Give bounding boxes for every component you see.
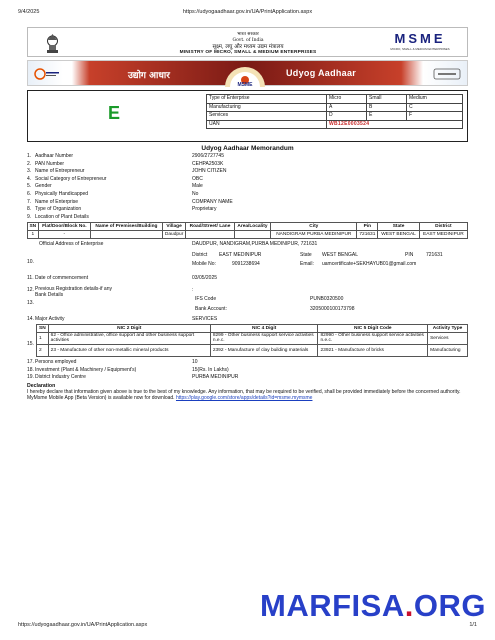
digital-india-icon (34, 67, 60, 81)
field-number: 3. (27, 168, 32, 175)
nic-table (36, 324, 468, 357)
uan-value (327, 120, 463, 129)
table-cell: - (38, 231, 90, 239)
table-cell: Medium (407, 95, 463, 104)
column-header: State (378, 223, 419, 231)
field-row (27, 176, 468, 184)
column-header: NIC 5 Digit Code (318, 324, 428, 332)
print-date: 9/4/2025 (18, 9, 40, 15)
field-value: Male (192, 183, 203, 190)
field-number: 6. (27, 190, 32, 197)
district-value: EAST MEDINIPUR (219, 252, 262, 259)
table-cell: B (367, 103, 407, 112)
print-footer (18, 622, 477, 630)
table-cell (271, 231, 357, 239)
field-row (27, 161, 468, 169)
field-value: No (192, 190, 199, 197)
watermark-part2: ORG (413, 588, 486, 623)
field-label: Type of Organization (35, 206, 82, 213)
field-list (27, 153, 468, 221)
table-cell: WEST BENGAL (378, 231, 419, 239)
field-label: Persons employed (35, 358, 77, 365)
msme-logo-text: MSME (394, 31, 446, 46)
field-label: PAN Number (35, 160, 65, 167)
state-label: State (300, 252, 312, 259)
column-header: SN (29, 224, 37, 230)
ifs-value: PUNB0320500 (310, 296, 344, 303)
field-value: COMPANY NAME (192, 198, 233, 205)
uan-row (207, 120, 463, 129)
column-header: Name of Premises/Building (91, 223, 163, 231)
table-cell: 721631 (357, 231, 378, 239)
table-cell (234, 231, 271, 239)
bank-details-label: Bank Details (35, 291, 64, 298)
prev-registration-label (35, 287, 145, 298)
prev-registration-value: : (192, 287, 194, 294)
declaration-text: I hereby declare that information given above is true to the best of my knowledge. Any information, that may be required to be verified, shall be provided immediately before the concerned authority. (27, 388, 461, 395)
app-notice-text: MyMsme Mobile App (Beta Version) is available now for download. (27, 394, 175, 401)
column-header: Activity Type (428, 324, 468, 332)
prev-registration-text: Previous Registration details-if any (35, 286, 112, 293)
table-row (207, 95, 463, 104)
ministry-hindi: सूक्ष्म, लघु और मध्यम उद्यम मंत्रालय (212, 44, 284, 50)
table-cell: Services (428, 332, 468, 344)
table-row (37, 332, 468, 344)
address-line: DAUDPUR, NANDIGRAM,PURBA MEDINIPUR, 721631 (192, 241, 318, 248)
watermark (260, 588, 486, 624)
gov-line-hindi: भारत सरकार (237, 32, 259, 37)
aadhaar-seal-icon (220, 61, 270, 87)
field-row (27, 199, 468, 207)
field-number: 5. (27, 183, 32, 190)
field-row (27, 359, 468, 367)
field-row (27, 191, 468, 199)
field-number: 9. (27, 213, 32, 220)
table-row (207, 103, 463, 112)
state-value: WEST BENGAL (322, 252, 359, 259)
field-row (27, 374, 468, 382)
city-a: NANDIGRAM (276, 232, 306, 238)
table-cell: Manufacturing (207, 103, 327, 112)
field-label: Investment (Plant & Machinery / Equipment's) (35, 366, 137, 373)
table-row (28, 231, 468, 239)
field-number: 11. (27, 275, 34, 282)
ministry-english: MINISTRY OF MICRO, SMALL & MEDIUM ENTERPRISES (179, 50, 317, 55)
field-value: OBC (192, 175, 203, 182)
watermark-part1: MARFISA (260, 588, 405, 623)
plant-location-table (27, 222, 468, 239)
enterprise-type-table (206, 94, 463, 129)
table-cell: 1 (28, 231, 39, 239)
field-label: Aadhaar Number (35, 153, 74, 159)
nic-section (27, 324, 468, 357)
table-cell: Micro (327, 95, 367, 104)
commence-label: Date of commencement (35, 275, 89, 282)
field-value: PURBA MEDINIPUR (192, 374, 239, 381)
table-cell: 62 - Office administrative, office support and other business support activities (48, 332, 210, 344)
field-number: 8. (27, 206, 32, 213)
banner-title-hindi: उद्योग आधार (128, 71, 170, 81)
column-header: SN (37, 324, 49, 332)
field-row (27, 206, 468, 214)
svg-text:MSME: MSME (237, 82, 253, 87)
table-cell: 2 (37, 344, 49, 356)
table-cell (186, 231, 234, 239)
major-activity-value: SERVICES (192, 316, 218, 323)
table-cell: 82990 - Other business support service activities n.e.c. (318, 332, 428, 344)
uan-label: UAN (207, 120, 327, 129)
city-b: PURBA MEDINIPUR (306, 232, 352, 238)
field-number: 19. (27, 374, 34, 381)
watermark-dot: . (404, 588, 414, 623)
table-cell: Daudpur (162, 231, 186, 239)
india-logo-icon (433, 67, 461, 81)
national-emblem-icon (44, 31, 61, 55)
field-label: Name of Enterprise (35, 198, 79, 205)
official-address-caption: Official Address of Enterprise (39, 241, 104, 248)
app-download-link[interactable]: https://play.google.com/store/apps/details?id=msme.mymsme (175, 394, 313, 401)
table-header-row (37, 324, 468, 332)
pin-label: PIN (405, 252, 414, 259)
field-number: 18. (27, 366, 34, 373)
major-activity-label: Major Activity (35, 316, 65, 323)
mobile-label: Mobile No: (192, 261, 216, 268)
app-notice (27, 395, 468, 401)
field-label: District Industry Centre (35, 374, 86, 381)
gov-line-english: Govt. of India (232, 38, 264, 43)
table-cell: Manufacturing (428, 344, 468, 356)
district-label: District (192, 252, 208, 259)
field-value: 10 (192, 358, 198, 365)
field-row (27, 183, 468, 191)
field-number: 2. (27, 160, 32, 167)
field-label: Gender (35, 183, 52, 190)
table-cell: 1 (37, 332, 49, 344)
table-cell (91, 231, 163, 239)
field-row (27, 214, 468, 222)
ifs-label: IFS Code (195, 296, 217, 303)
table-cell: Small (367, 95, 407, 104)
table-cell: 8299 - Other business support service activities n.e.c. (210, 332, 318, 344)
field-label: Social Category of Entrepreneur (35, 175, 107, 182)
column-header: Road/Street/ Lane (186, 223, 234, 231)
field-number: 13. (27, 300, 34, 307)
table-cell: EAST MEDINIPUR (419, 231, 467, 239)
field-label: Location of Plant Details (35, 213, 89, 220)
table-cell: A (327, 103, 367, 112)
column-header: NIC 2 Digit (48, 324, 210, 332)
table-cell: 23921 - Manufacture of bricks (318, 344, 428, 356)
field-number: 15. (27, 340, 34, 347)
mobile-value: 9091238694 (232, 261, 260, 268)
official-address (27, 239, 468, 285)
grade-box (27, 90, 468, 142)
field-value: Proprietary (192, 206, 217, 213)
field-value: 2906/2727745 (192, 153, 224, 159)
field-value: JOHN CITIZEN (192, 168, 227, 175)
uan-number: WB12E0003524 (329, 121, 370, 128)
msme-logo (385, 32, 455, 54)
field-number: 12. (27, 287, 34, 294)
field-number: 10. (27, 259, 34, 266)
table-cell: E (367, 112, 407, 121)
banner-title-english: Udyog Aadhaar (286, 68, 357, 78)
column-header: NIC 4 Digit (210, 324, 318, 332)
tail-field-list (27, 359, 468, 382)
email-label: Email: (300, 261, 314, 268)
major-activity-row (27, 316, 468, 324)
table-cell: C (407, 103, 463, 112)
udyog-aadhaar-banner (27, 60, 468, 86)
table-row (37, 344, 468, 356)
field-row (27, 153, 468, 161)
column-header: Pin (357, 223, 378, 231)
table-cell: 23 - Manufacture of other non-metallic mineral products (48, 344, 210, 356)
field-number: 7. (27, 198, 32, 205)
column-header: Village (162, 223, 186, 231)
column-header: Area/Locality (234, 223, 271, 231)
bank-account-value: 3205000100173798 (310, 306, 355, 313)
field-row (27, 367, 468, 375)
table-cell: Services (207, 112, 327, 121)
certificate (27, 27, 468, 401)
footer-url: https://udyogaadhaar.gov.in/UA/PrintApplication.aspx (18, 622, 148, 628)
field-number: 1. (27, 153, 32, 159)
field-label: Name of Entrepreneur (35, 168, 85, 175)
field-number: 14. (27, 316, 34, 323)
table-cell: F (407, 112, 463, 121)
print-url: https://udyogaadhaar.gov.in/UA/PrintApplication.aspx (182, 9, 313, 15)
declaration-title: Declaration (27, 382, 56, 389)
column-header: City (271, 223, 357, 231)
column-header: Flat/Door/Block No. (38, 223, 90, 231)
msme-logo-sub: MICRO, SMALL & MEDIUM ENTERPRISES (390, 47, 450, 51)
table-row (207, 112, 463, 121)
field-label: Physically Handicapped (35, 190, 89, 197)
table-header-row (28, 223, 468, 231)
column-header: District (419, 223, 467, 231)
commence-value: 03/05/2025 (192, 275, 218, 282)
memorandum-title: Udyog Aadhaar Memorandum (201, 145, 294, 152)
field-value: CEHPA2503K (192, 160, 224, 167)
field-number: 4. (27, 175, 32, 182)
field-row (27, 168, 468, 176)
registration-bank-block (27, 285, 468, 316)
enterprise-grade: E (108, 103, 121, 123)
field-number: 17. (27, 358, 34, 365)
table-cell: Type of Enterprise (207, 95, 327, 104)
field-value: 15(Rs. In Lakhs) (192, 366, 229, 373)
page-number: 1/1 (469, 622, 477, 628)
table-cell: D (327, 112, 367, 121)
print-header (18, 9, 477, 17)
table-cell: 2392 - Manufacture of clay building materials (210, 344, 318, 356)
government-banner (27, 27, 468, 57)
email-value: uamcertificate+SEKHAYUB01@gmail.com (322, 261, 417, 268)
pin-value: 721631 (426, 252, 443, 259)
bank-account-label: Bank Account: (195, 306, 227, 313)
